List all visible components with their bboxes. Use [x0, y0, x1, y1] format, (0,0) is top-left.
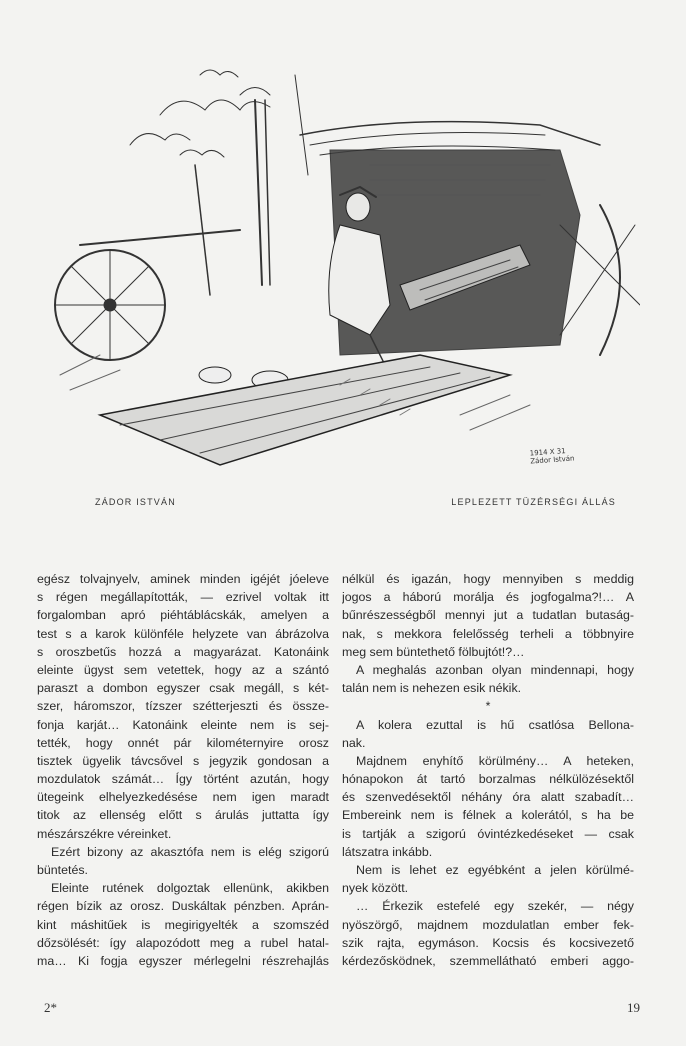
text-line: … Érkezik estefelé egy szekér, — négy: [356, 899, 634, 914]
text-line: s oroszbetűs hozzá a magyarázat. Katonáink: [37, 644, 329, 659]
text-line: ma… Ki fogja egyszer mérlegelni részrehajlás: [37, 953, 329, 968]
signature-date: 1914 X 31: [529, 447, 566, 458]
text-line: tették, hogy onnét pár kilométernyire orosz: [37, 735, 329, 750]
text-line: Embereink nem is félnek a kolerától, s ha be: [342, 808, 634, 823]
text-line: tisztek ügyelik távcsővel s jegyzik gondosan a: [37, 753, 329, 768]
text-line: régen bízik az orosz. Duskáltak pénzben. Aprán-: [37, 899, 329, 914]
text-line: hónapokon át tartó borzalmas nélkülözésektől: [342, 772, 634, 787]
text-line: látszatra inkább.: [342, 844, 433, 859]
text-line: forgalomban apró piéhtáblácskák, amelyen a: [37, 608, 329, 623]
text-line: paraszt a dombon egyszer csak megáll, s két-: [37, 681, 329, 696]
caption-title: LEPLEZETT TÜZÉRSÉGI ÁLLÁS: [451, 497, 616, 507]
text-line: ütegeink elhelyezkedésése nem igen maradt: [37, 790, 329, 805]
text-line: Ezért bizony az akasztófa nem is elég szigorú: [51, 844, 329, 859]
text-line: test s a karok különféle helyzete van ábrázolva: [37, 626, 329, 641]
artist-signature: [529, 446, 574, 465]
signature-name: Zádor István: [530, 454, 575, 466]
text-line: A kolera ezuttal is hű csatlósa Bellona-: [356, 717, 634, 732]
sketch-drawing: [40, 55, 640, 485]
text-line: nak.: [342, 735, 366, 750]
text-line: Majdnem enyhítő körülmény… A heteken,: [356, 753, 634, 768]
text-line: Eleinte rutének dolgoztak ellenünk, akikben: [51, 881, 329, 896]
text-line: mészárszékre véreinket.: [37, 826, 172, 841]
text-line: s régen megállapították, — ezrivel voltak itt: [37, 590, 329, 605]
text-line: dőzsölését: így alapozódott meg a rubel hatal-: [37, 935, 329, 950]
text-line: jogos a háború morálja és jogfogalma?!… A: [342, 590, 634, 605]
text-line: kérdezősködnek, szemmellátható emberi aggo-: [342, 953, 634, 968]
page-number: 19: [627, 1000, 640, 1015]
text-line: kint máshitűek is megirigyelték a szomszéd: [37, 917, 329, 932]
illustration: [40, 55, 640, 485]
text-column-right: [342, 570, 634, 970]
caption-artist: ZÁDOR ISTVÁN: [95, 497, 176, 507]
text-column-left: [37, 570, 329, 970]
text-line: is tartják a szigorú óvintézkedéseket — csak: [342, 826, 634, 841]
text-line: szer, háromszor, tízszer szétterjeszti és össze-: [37, 699, 329, 714]
text-line: egész tolvajnyelv, aminek minden igéjét jóeleve: [37, 572, 329, 586]
text-line: Nem is lehet ez egyébként a jelen körülmé-: [356, 863, 634, 877]
text-line: A meghalás azonban olyan mindennapi, hogy: [356, 662, 634, 677]
section-break-asterisk: *: [485, 699, 491, 714]
text-line: és szenvedésektől néhány óra alatt szabadít…: [342, 790, 634, 805]
text-line: büntetés.: [37, 863, 88, 877]
text-line: nyöszörgő, majdnem mozdulatlan ember fek-: [342, 917, 634, 932]
text-line: talán nem is nehezen esik nékik.: [342, 681, 522, 696]
text-line: meg sem büntethető fölbujtót!?…: [342, 644, 525, 659]
text-line: mozdulatok számát… Így történt azután, hogy: [37, 772, 329, 787]
text-line: nyek között.: [342, 881, 409, 896]
text-line: nélkül és igazán, hogy mennyiben s meddig: [342, 572, 634, 586]
text-line: eleinte ügyst sem vetettek, hogy az a szántó: [37, 662, 329, 677]
text-line: bűnrészességből mennyi jut a tudatlan butaság-: [342, 608, 634, 623]
text-line: fonja karját… Katonáink eleinte nem is sej-: [37, 717, 329, 732]
signature-mark: 2*: [44, 1000, 57, 1015]
text-line: titok az ellenség előtt s árulás juttatta így: [37, 808, 329, 823]
text-line: szik rajta, egymáson. Kocsis és kocsivezető: [342, 935, 634, 950]
text-line: nak, s mekkora felelősség terheli a többnyire: [342, 626, 634, 641]
